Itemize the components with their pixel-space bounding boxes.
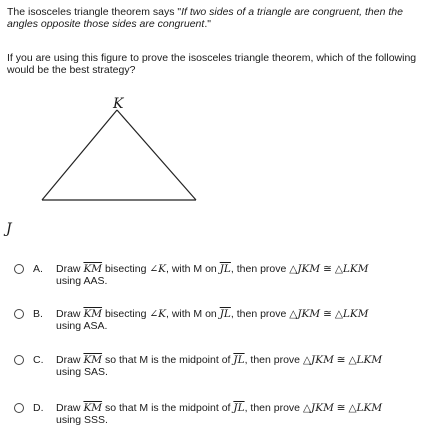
option-c-segment-km: $\overline{KM}$: [83, 354, 103, 366]
option-c-mid: so that M is the midpoint of: [104, 354, 231, 366]
option-c-pre: Draw: [56, 354, 81, 366]
theorem-quote: If two sides of a triangle are congruent, then the angles opposite those sides are congruent: [7, 6, 403, 30]
option-a-segment-jl: $\overline{JL}$: [219, 263, 231, 275]
option-b-triangle-jkm: △JKM: [289, 308, 321, 320]
option-b-segment-km: $\overline{KM}$: [83, 308, 103, 320]
theorem-statement: [7, 6, 431, 30]
option-d-prove: , then prove: [244, 402, 301, 414]
option-a-angle: ∠K: [149, 263, 166, 275]
option-c[interactable]: [7, 354, 433, 382]
option-b-triangle-lkm: △LKM: [334, 308, 369, 320]
option-a-pre: Draw: [56, 263, 81, 275]
question-text: If you are using this figure to prove the isosceles triangle theorem, which of the following would be the best strategy?: [7, 52, 417, 76]
option-b-pre: Draw: [56, 308, 81, 320]
option-b-method: using ASA.: [56, 320, 108, 332]
option-d-pre: Draw: [56, 402, 81, 414]
option-c-text: [56, 354, 433, 378]
option-a-radio[interactable]: [14, 264, 24, 274]
option-a-prove: , then prove: [230, 263, 287, 275]
side-kl: [117, 110, 196, 200]
option-b[interactable]: [7, 308, 433, 336]
vertex-j-label: J: [6, 221, 12, 237]
option-a-on: , with M on: [166, 263, 217, 275]
option-d-text: [56, 402, 433, 426]
triangle-figure: [0, 88, 437, 238]
option-d[interactable]: [7, 402, 433, 430]
option-c-prove: , then prove: [244, 354, 301, 366]
vertex-k-label: K: [113, 96, 124, 112]
option-c-triangle-jkm: △JKM: [302, 354, 334, 366]
option-b-radio[interactable]: [14, 309, 24, 319]
option-d-congruent: ≅: [336, 402, 346, 414]
option-a[interactable]: [7, 263, 433, 291]
option-d-segment-jl: $\overline{JL}$: [233, 402, 245, 414]
option-b-prove: , then prove: [230, 308, 287, 320]
option-d-mid: so that M is the midpoint of: [104, 402, 231, 414]
option-a-method: using AAS.: [56, 275, 108, 287]
option-b-angle: ∠K: [149, 308, 166, 320]
option-d-triangle-jkm: △JKM: [302, 402, 334, 414]
option-d-radio[interactable]: [14, 403, 24, 413]
theorem-suffix: .": [204, 18, 211, 30]
option-c-triangle-lkm: △LKM: [348, 354, 383, 366]
option-d-triangle-lkm: △LKM: [348, 402, 383, 414]
side-kj: [42, 110, 117, 200]
theorem-prefix: The isosceles triangle theorem says ": [7, 6, 182, 18]
option-b-on: , with M on: [166, 308, 217, 320]
option-c-segment-jl: $\overline{JL}$: [233, 354, 245, 366]
option-d-method: using SSS.: [56, 414, 108, 426]
option-b-congruent: ≅: [323, 308, 332, 320]
option-a-segment-km: $\overline{KM}$: [83, 263, 103, 275]
option-a-triangle-lkm: △LKM: [334, 263, 369, 275]
option-a-text: [56, 263, 433, 287]
option-b-mid: bisecting: [104, 308, 147, 320]
option-c-radio[interactable]: [14, 355, 24, 365]
option-b-text: [56, 308, 433, 332]
option-b-letter: B.: [33, 308, 43, 320]
option-b-segment-jl: $\overline{JL}$: [219, 308, 231, 320]
option-a-triangle-jkm: △JKM: [289, 263, 321, 275]
option-c-method: using SAS.: [56, 366, 108, 378]
option-a-mid: bisecting: [104, 263, 147, 275]
option-c-congruent: ≅: [336, 354, 346, 366]
option-a-congruent: ≅: [323, 263, 332, 275]
option-a-letter: A.: [33, 263, 43, 275]
option-c-letter: C.: [33, 354, 44, 366]
option-d-segment-km: $\overline{KM}$: [83, 402, 103, 414]
option-d-letter: D.: [33, 402, 44, 414]
